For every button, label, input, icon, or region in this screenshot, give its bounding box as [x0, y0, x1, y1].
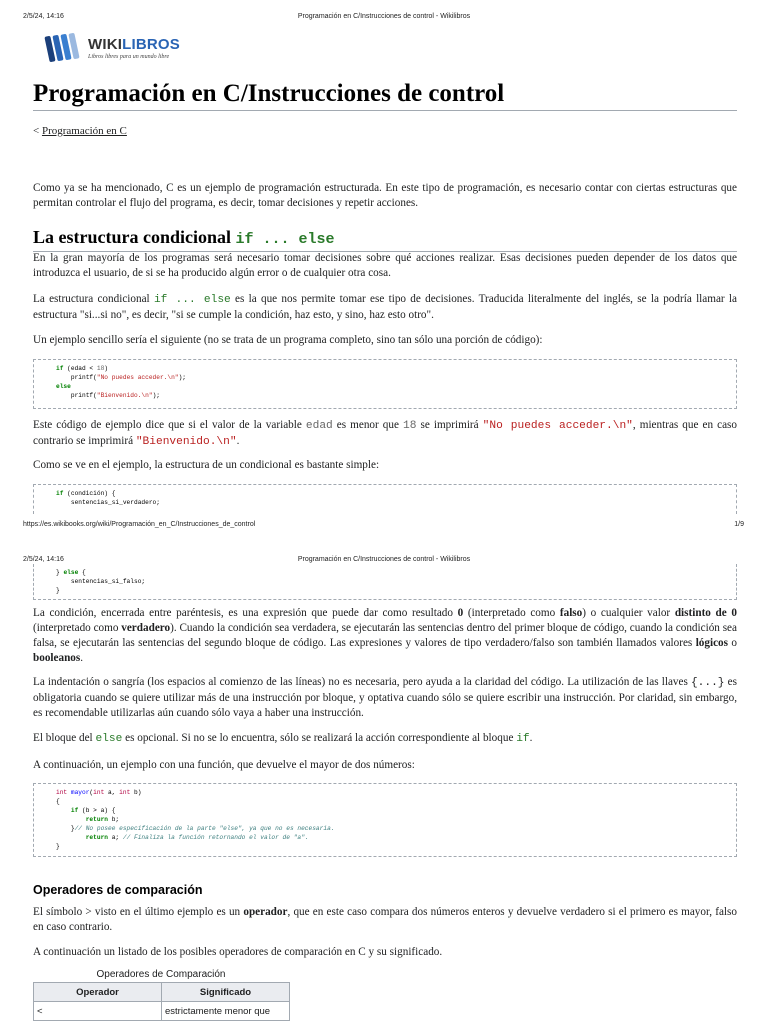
paragraph-11: A continuación un listado de los posibles operadores de comparación en C y su significado. — [33, 946, 443, 958]
paragraph-1: En la gran mayoría de los programas será necesario tomar decisiones sobre qué acciones realizar. Esas decisiones pueden depender de los datos que introduzca el usuario, de si se ha producido algún error o de cualquier otra cosa. — [33, 252, 737, 279]
p2-code: if ... else — [153, 294, 231, 306]
p6-c: ) o cualquier valor — [582, 607, 675, 619]
paragraph-2 — [33, 292, 737, 323]
logo-tagline: Libros libres para un mundo libre — [88, 54, 170, 60]
p8-c: . — [529, 732, 533, 744]
code3-else: else — [63, 569, 79, 576]
code4-return2: return — [85, 834, 108, 841]
logo-wiki: WIKI — [88, 36, 123, 53]
table-cell-operator: < — [34, 1002, 162, 1021]
code1-l4b: ); — [152, 392, 160, 399]
code4-comment1: // No posee especificación de la parte "else", ya que no es necesaria. — [74, 825, 335, 832]
p6-bold-0: 0 — [457, 607, 464, 619]
code3-l1a: } — [56, 569, 64, 576]
p2-text-b: es la que nos permite tomar ese tipo de decisiones. Traducida literalmente del inglés, se la podría llamar la estructura "si...si no", es decir, "si se cumple la condición, haz esto, y sino, haz esto otro". — [33, 293, 737, 321]
code3-l3: } — [56, 587, 60, 594]
code4-l3b: (b > a) { — [78, 807, 116, 814]
paragraph-7 — [33, 675, 737, 721]
table-caption: Operadores de Comparación — [96, 969, 226, 980]
code3-l2: sentencias_si_falso; — [56, 578, 146, 585]
print-url: https://es.wikibooks.org/wiki/Programación_en_C/Instrucciones_de_control — [23, 521, 256, 528]
code4-l1a: ( — [89, 789, 94, 796]
p10-bold-operador: operador — [243, 906, 288, 918]
p6-f: o — [728, 637, 737, 649]
paragraph-9: A continuación, un ejemplo con una función, que devuelve el mayor de dos números: — [33, 759, 415, 771]
wikibooks-logo[interactable] — [44, 30, 204, 66]
code1-else: else — [56, 383, 71, 390]
code4-l1b: a, — [104, 789, 120, 796]
p4-str2: "Bienvenido.\n" — [135, 436, 237, 448]
code1-l2a: printf( — [56, 374, 97, 381]
page-title: Programación en C/Instrucciones de control — [33, 80, 737, 111]
code4-fn: mayor — [67, 789, 90, 796]
code1-l1a: (edad < — [63, 365, 97, 372]
print-datetime-2: 2/5/24, 14:16 — [23, 556, 64, 563]
p4-str1: "No puedes acceder.\n" — [482, 420, 633, 432]
code-block-2-continued — [33, 564, 737, 600]
code4-l2: { — [56, 798, 60, 805]
breadcrumb-arrow: < — [33, 125, 42, 137]
p8-a: El bloque del — [33, 732, 96, 744]
p4-e: . — [236, 435, 240, 447]
table-row — [34, 1002, 290, 1021]
code-block-2 — [33, 484, 737, 514]
print-datetime: 2/5/24, 14:16 — [23, 13, 64, 20]
code4-l6a — [56, 834, 86, 841]
table-cell-meaning: estrictamente menor que — [162, 1002, 290, 1021]
paragraph-5: Como se ve en el ejemplo, la estructura de un condicional es bastante simple: — [33, 459, 380, 471]
code1-if: if — [56, 365, 64, 372]
print-page-title-2: Programación en C/Instrucciones de control - Wikilibros — [297, 556, 471, 563]
p10-c: , que en este caso compara dos números enteros y devuelve verdadero si el primero es mayor, falso en caso contrario. — [33, 906, 737, 933]
code4-l1c: b) — [130, 789, 142, 796]
p6-e: ). Cuando la condición sea verdadera, se ejecutarán las sentencias dentro del primer bloque de código, cuando la condición sea falsa, se ejecutarán las sentencias del segundo bloque de código. Las expresiones y valores de tipo verdadero/falso son también llamados valores — [33, 622, 737, 649]
p6-bold-verdadero: verdadero — [121, 622, 171, 634]
p6-bold-logicos: lógicos — [695, 637, 729, 649]
table-header-operator: Operador — [34, 983, 162, 1002]
p6-bold-distinto: distinto de 0 — [674, 607, 737, 619]
code4-comment2: // Finaliza la función retornando el valor de "a". — [122, 834, 309, 841]
p6-a: La condición, encerrada entre paréntesis, es una expresión que puede dar como resultado — [33, 607, 458, 619]
paragraph-10 — [33, 905, 737, 935]
subsection-heading: Operadores de comparación — [33, 883, 203, 897]
code4-l4b: b; — [108, 816, 120, 823]
p6-g: . — [80, 652, 84, 664]
section-heading-code: if ... else — [235, 231, 335, 248]
code4-int2: int — [93, 789, 105, 796]
code1-str2: "Bienvenido.\n" — [96, 392, 153, 399]
p6-bold-booleanos: booleanos — [33, 652, 81, 664]
code4-if: if — [70, 807, 79, 814]
code1-str1: "No puedes acceder.\n" — [96, 374, 179, 381]
logo-libros: LIBROS — [122, 36, 181, 53]
code2-if: if — [56, 490, 64, 497]
code2-l1: (condición) { — [63, 490, 116, 497]
books-icon — [44, 30, 84, 66]
code3-l1b: { — [78, 569, 86, 576]
breadcrumb-link[interactable]: Programación en C — [41, 125, 127, 137]
code4-int1: int — [56, 789, 68, 796]
p6-d: (interpretado como — [33, 622, 122, 634]
paragraph-6 — [33, 606, 737, 666]
code2-l2: sentencias_si_verdadero; — [56, 499, 160, 506]
p6-bold-falso: falso — [559, 607, 583, 619]
p2-text-a: La estructura condicional — [33, 293, 154, 305]
p7-a: La indentación o sangría (los espacios al comienzo de las líneas) no es necesaria, pero ayuda a la claridad del código. La utilización de las llaves — [33, 676, 691, 688]
code4-int3: int — [119, 789, 131, 796]
breadcrumb — [33, 125, 127, 137]
print-page-title: Programación en C/Instrucciones de control - Wikilibros — [297, 13, 471, 20]
logo-wordmark — [88, 36, 180, 53]
code1-l4a: printf( — [56, 392, 97, 399]
code4-l5a: } — [56, 825, 75, 832]
p8-code-if: if — [516, 733, 530, 745]
paragraph-4 — [33, 418, 737, 450]
paragraph-8 — [33, 731, 737, 747]
p4-b: es menor que — [332, 419, 404, 431]
code1-num: 18 — [96, 365, 105, 372]
code4-return1: return — [85, 816, 108, 823]
section-heading — [33, 226, 737, 252]
code4-l7: } — [56, 843, 60, 850]
code1-l2b: ); — [178, 374, 186, 381]
table-header-row — [34, 983, 290, 1002]
table-header-meaning: Significado — [162, 983, 290, 1002]
code1-l1b: ) — [104, 365, 109, 372]
p7-code: {...} — [690, 677, 725, 689]
p4-var: edad — [305, 420, 333, 432]
section-heading-text: La estructura condicional — [33, 227, 236, 247]
print-page-number: 1/9 — [734, 521, 744, 528]
p4-num: 18 — [403, 420, 417, 432]
code-block-1 — [33, 359, 737, 409]
p10-a: El símbolo > visto en el último ejemplo es un — [33, 906, 244, 918]
p4-d: , mientras que en caso contrario se imprimirá — [33, 419, 738, 447]
print-header — [0, 13, 768, 25]
p8-code-else: else — [95, 733, 123, 745]
p4-a: Este código de ejemplo dice que si el valor de la variable — [33, 419, 306, 431]
p6-b: (interpretado como — [463, 607, 560, 619]
p7-b: es obligatoria cuando se quiere utilizar más de una instrucción por bloque, y optativa cuando sólo se quiere escribir una instrucción. Por claridad, sin embargo, es recomendable utilizarlas aún cuando sólo vaya a haber una instrucción. — [33, 676, 737, 719]
paragraph-3: Un ejemplo sencillo sería el siguiente (no se trata de un programa completo, sino tan sólo una porción de código): — [33, 334, 543, 346]
p4-c: se imprimirá — [416, 419, 483, 431]
intro-paragraph: Como ya se ha mencionado, C es un ejemplo de programación estructurada. En este tipo de programación, es necesario contar con ciertas estructuras que permitan controlar el flujo del programa, es decir, tomar decisiones y repetir acciones. — [33, 182, 737, 209]
code4-l6b: a; — [108, 834, 123, 841]
comparison-operators-table — [33, 982, 290, 1021]
p8-b: es opcional. Si no se lo encuentra, sólo se realizará la acción correspondiente al bloque — [122, 732, 517, 744]
code-block-3 — [33, 783, 737, 857]
print-footer — [0, 521, 768, 533]
code4-l4a — [56, 816, 86, 823]
code4-l3a — [56, 807, 71, 814]
